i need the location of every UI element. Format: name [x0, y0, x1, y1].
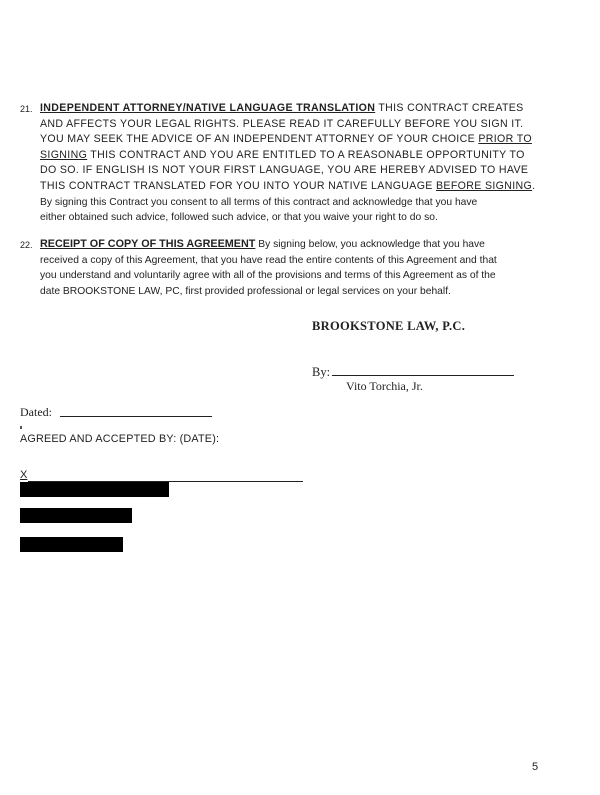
section-21-line-4: SIGNING THIS CONTRACT AND YOU ARE ENTITLED TO A REASONABLE OPPORTUNITY TO: [40, 148, 525, 161]
section-number: 22.: [20, 240, 33, 250]
redaction-bar: [20, 482, 169, 497]
page-number: 5: [532, 761, 539, 773]
firm-signature-line[interactable]: [332, 375, 514, 376]
agreed-accepted-label: AGREED AND ACCEPTED BY: (DATE):: [20, 433, 220, 445]
section-21-line-5: DO SO. IF ENGLISH IS NOT YOUR FIRST LANGUAGE, YOU ARE HEREBY ADVISED TO HAVE: [40, 164, 529, 177]
section-22-line-2: received a copy of this Agreement, that you have read the entire contents of this Agreement and that: [40, 254, 497, 266]
section-21-line-3: YOU MAY SEEK THE ADVICE OF AN INDEPENDENT ATTORNEY OF YOUR CHOICE PRIOR TO: [40, 133, 532, 146]
section-22-line-3: you understand and voluntarily agree with all of the provisions and terms of this Agreement as of the: [40, 270, 496, 282]
section-21-line-7: By signing this Contract you consent to all terms of this contract and acknowledge that you have: [40, 196, 478, 208]
signer-name: Vito Torchia, Jr.: [346, 379, 423, 393]
section-21-line-1: INDEPENDENT ATTORNEY/NATIVE LANGUAGE TRANSLATION THIS CONTRACT CREATES: [40, 102, 524, 114]
section-22-line-1: RECEIPT OF COPY OF THIS AGREEMENT By signing below, you acknowledge that you have: [40, 238, 485, 250]
client-sign-x: X: [20, 469, 28, 481]
redaction-bar: [20, 537, 123, 552]
section-22-line-4: date BROOKSTONE LAW, PC, first provided professional or legal services on your behalf.: [40, 285, 451, 297]
firm-name: BROOKSTONE LAW, P.C.: [312, 319, 466, 333]
section-21: [20, 101, 580, 226]
by-label: By:: [312, 365, 331, 379]
dated-line[interactable]: [60, 416, 212, 417]
dated-label: Dated:: [20, 405, 52, 419]
section-21-line-6: THIS CONTRACT TRANSLATED FOR YOU INTO YOUR NATIVE LANGUAGE BEFORE SIGNING.: [40, 179, 536, 192]
redaction-bar: [20, 508, 132, 523]
section-22: [20, 237, 580, 299]
section-21-line-2: AND AFFECTS YOUR LEGAL RIGHTS. PLEASE READ IT CAREFULLY BEFORE YOU SIGN IT.: [40, 117, 524, 130]
section-heading: INDEPENDENT ATTORNEY/NATIVE LANGUAGE TRANSLATION: [40, 102, 376, 114]
section-heading: RECEIPT OF COPY OF THIS AGREEMENT: [40, 238, 256, 250]
stray-mark: [20, 426, 22, 429]
section-21-line-8: either obtained such advice, followed such advice, or that you waive your right to do so.: [40, 212, 438, 224]
section-number: 21.: [20, 104, 33, 114]
